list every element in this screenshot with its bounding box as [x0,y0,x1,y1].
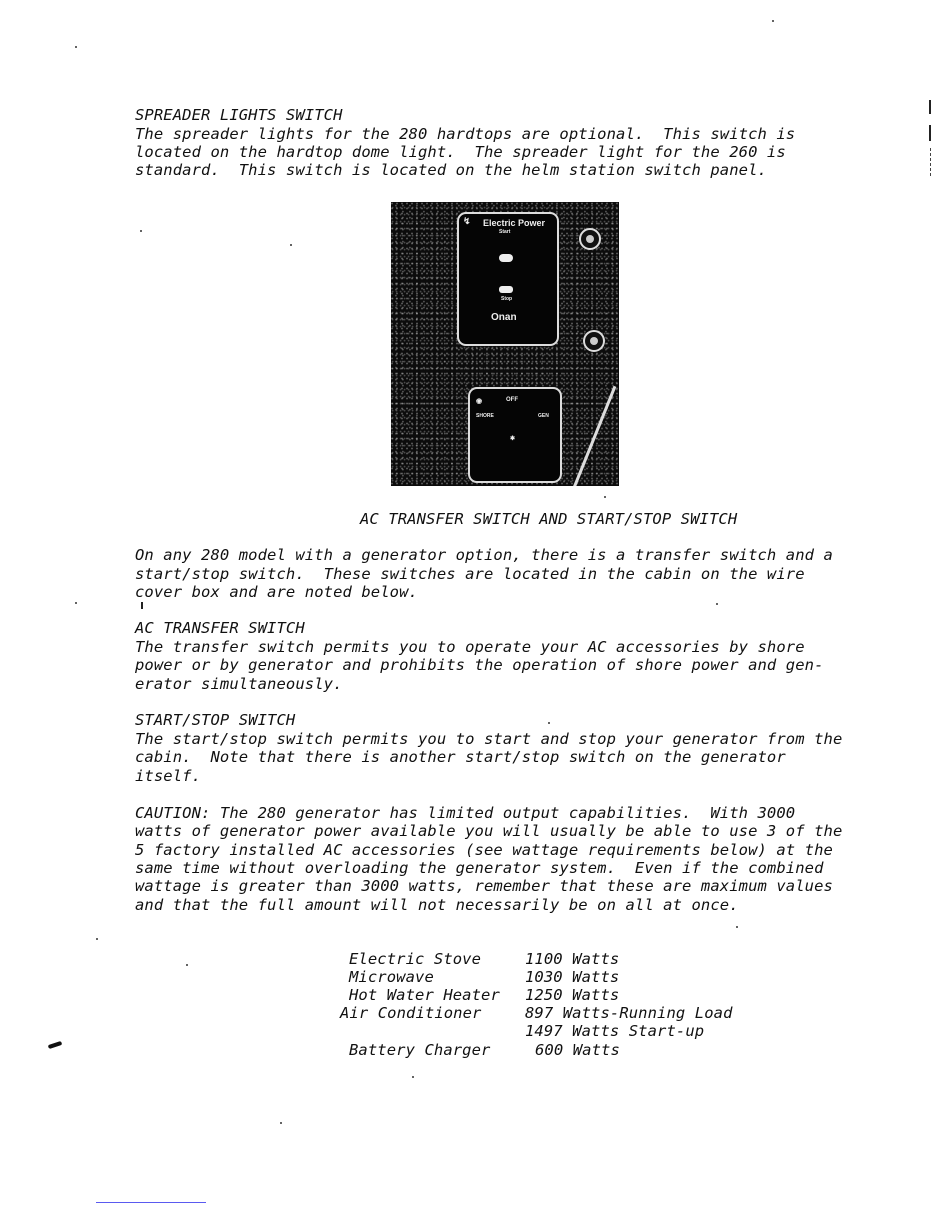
start-stop-rocker-bottom[interactable] [499,286,513,293]
scan-speck [140,230,142,232]
scan-speck [736,926,738,928]
ac-transfer-switch-panel [468,387,562,483]
footer-rule [96,1202,206,1203]
scan-speck [604,496,606,498]
spreader-lights-heading: SPREADER LIGHTS SWITCH [135,106,343,124]
transfer-gen-label: GEN [538,413,549,419]
intro-line-3: cover box and are noted below. [135,583,418,601]
wattage-item: Battery Charger [349,1041,491,1059]
wattage-item: Electric Stove [349,950,482,968]
power-symbol-icon: ↯ [463,216,471,226]
wattage-value: 600 Watts [535,1041,620,1059]
spreader-lights-line-2: located on the hardtop dome light. The spreader light for the 260 is [135,143,786,161]
indicator-icon: ◉ [476,398,483,405]
scan-speck [96,938,98,940]
start-stop-switch-panel [457,212,559,346]
photo-caption: AC TRANSFER SWITCH AND START/STOP SWITCH [360,510,738,528]
scan-mark [48,1041,63,1049]
wattage-item: Air Conditioner [340,1004,482,1022]
start-label: Start [499,229,511,235]
start-stop-heading: START/STOP SWITCH [135,711,296,729]
caution-line-3: 5 factory installed AC accessories (see wattage requirements below) at the [135,841,833,859]
transfer-off-label: OFF [506,397,518,403]
scan-speck [186,964,188,966]
mounting-screw-icon [579,228,601,250]
caution-line-1: CAUTION: The 280 generator has limited output capabilities. With 3000 [135,804,796,822]
scan-mark [929,100,931,114]
spreader-lights-line-1: The spreader lights for the 280 hardtops are optional. This switch is [135,125,796,143]
intro-line-1: On any 280 model with a generator option, there is a transfer switch and a [135,546,833,564]
transfer-switch-lever[interactable]: ✱ [510,436,516,442]
caution-line-5: wattage is greater than 3000 watts, remember that these are maximum values [135,877,833,895]
scan-speck [772,20,774,22]
ac-transfer-line-1: The transfer switch permits you to operate your AC accessories by shore [135,638,805,656]
switch-panel-photo [391,202,619,486]
caution-line-2: watts of generator power available you will usually be able to use 3 of the [135,822,843,840]
start-stop-line-3: itself. [135,767,202,785]
caution-line-4: same time without overloading the generator system. Even if the combined [135,859,824,877]
ac-transfer-heading: AC TRANSFER SWITCH [135,619,305,637]
panel-title: Electric Power [483,218,546,228]
scan-mark [930,148,932,176]
scan-speck [716,603,718,605]
intro-line-2: start/stop switch. These switches are located in the cabin on the wire [135,565,805,583]
start-stop-rocker-top[interactable] [499,254,513,262]
stop-label: Stop [501,296,513,302]
wattage-value: 1030 Watts [525,968,620,986]
transfer-shore-label: SHORE [476,413,494,419]
wattage-item: Hot Water Heater [349,986,500,1004]
scan-speck [412,1076,414,1078]
scan-speck [75,602,77,604]
scan-mark [141,602,143,609]
onan-logo: Onan [491,312,517,323]
start-stop-line-2: cabin. Note that there is another start/stop switch on the generator [135,748,786,766]
spreader-lights-line-3: standard. This switch is located on the helm station switch panel. [135,161,767,179]
wattage-item: Microwave [349,968,434,986]
wattage-value: 1497 Watts Start-up [525,1022,705,1040]
scan-speck [548,722,550,724]
start-stop-line-1: The start/stop switch permits you to start and stop your generator from the [135,730,843,748]
wattage-value: 897 Watts-Running Load [525,1004,733,1022]
scan-speck [280,1122,282,1124]
scan-mark [929,125,931,141]
scan-speck [75,46,77,48]
cable-edge [569,386,617,486]
ac-transfer-line-3: erator simultaneously. [135,675,343,693]
wattage-value: 1250 Watts [525,986,620,1004]
mounting-screw-icon [583,330,605,352]
caution-line-6: and that the full amount will not necessarily be on all at once. [135,896,739,914]
ac-transfer-line-2: power or by generator and prohibits the operation of shore power and gen- [135,656,824,674]
wattage-value: 1100 Watts [525,950,620,968]
scan-speck [290,244,292,246]
